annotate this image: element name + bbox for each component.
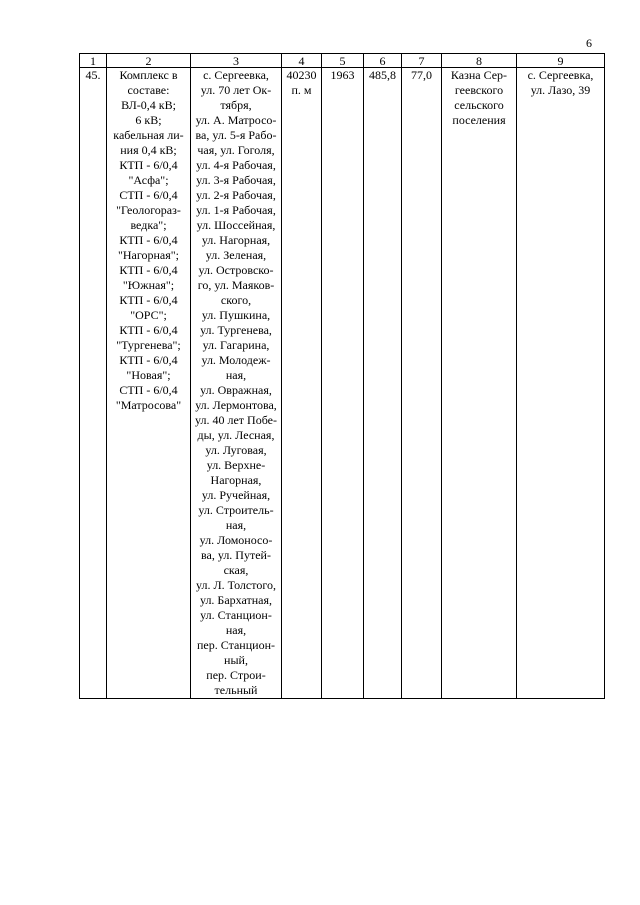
cell-line: ул. Молодеж-	[201, 353, 271, 367]
object-name-cell	[107, 68, 191, 699]
cell-line: составе:	[127, 83, 170, 97]
col6-cell: 485,8	[364, 68, 402, 699]
property-table	[79, 53, 605, 699]
cell-line: "Южная";	[122, 278, 175, 292]
header-col-7: 7	[402, 54, 442, 68]
cell-line: ва, ул. Путей-	[201, 548, 271, 562]
cell-line: СТП - 6/0,4	[119, 188, 178, 202]
cell-line: "Тургенева";	[116, 338, 181, 352]
cell-line: КТП - 6/0,4	[119, 293, 178, 307]
cell-line: п. м	[291, 83, 312, 97]
cell-line: ва, ул. 5-я Рабо-	[195, 128, 277, 142]
header-col-6: 6	[364, 54, 402, 68]
cell-line: 6 кВ;	[135, 113, 162, 127]
cell-line: ул. Ломоносо-	[199, 533, 273, 547]
cell-line: ул. Луговая,	[205, 443, 267, 457]
cell-line: ды, ул. Лесная,	[197, 428, 275, 442]
cell-line: "Геологораз-	[116, 203, 181, 217]
cell-line: ведка";	[130, 218, 167, 232]
cell-line: ул. 4-я Рабочая,	[196, 158, 276, 172]
cell-line: пер. Строи-	[206, 668, 266, 682]
header-col-4: 4	[282, 54, 322, 68]
cell-line: ул. Бархатная,	[199, 593, 273, 607]
cell-line: ул. 40 лет Побе-	[195, 413, 277, 427]
table-row	[80, 68, 605, 699]
cell-line: ул. А. Матросо-	[195, 113, 277, 127]
cell-line: КТП - 6/0,4	[119, 263, 178, 277]
cell-line: ул. Шоссейная,	[196, 218, 276, 232]
cell-line: пер. Станцион-	[197, 638, 275, 652]
address-cell	[191, 68, 282, 699]
cell-line: ул. 70 лет Ок-	[200, 83, 272, 97]
header-col-5: 5	[322, 54, 364, 68]
cell-line: ул. Островско-	[198, 263, 274, 277]
cell-line: ния 0,4 кВ;	[120, 143, 177, 157]
cell-line: ная,	[225, 368, 247, 382]
cell-line: кабельная ли-	[113, 128, 184, 142]
year-cell: 1963	[322, 68, 364, 699]
cell-line: ул. Лазо, 39	[530, 83, 591, 97]
cell-line: тября,	[220, 98, 252, 112]
cell-line: ул. Л. Толстого,	[196, 578, 276, 592]
cell-line: ВЛ-0,4 кВ;	[121, 98, 176, 112]
cell-line: "ОРС";	[130, 308, 167, 322]
cell-line: ул. Тургенева,	[200, 323, 272, 337]
length-cell	[282, 68, 322, 699]
cell-line: "Матросова"	[115, 398, 182, 412]
cell-line: ул. 2-я Рабочая,	[196, 188, 276, 202]
cell-line: ул. Зеленая,	[205, 248, 267, 262]
col7-cell: 77,0	[402, 68, 442, 699]
cell-line: ул. Ручейная,	[201, 488, 271, 502]
cell-line: СТП - 6/0,4	[119, 383, 178, 397]
cell-line: КТП - 6/0,4	[119, 233, 178, 247]
location-cell	[517, 68, 605, 699]
cell-line: поселения	[452, 113, 506, 127]
cell-line: ская,	[223, 563, 249, 577]
cell-line: ный,	[224, 653, 248, 667]
cell-line: КТП - 6/0,4	[119, 353, 178, 367]
cell-line: "Нагорная";	[117, 248, 179, 262]
cell-line: ул. 1-я Рабочая,	[196, 203, 276, 217]
cell-line: ная,	[225, 518, 247, 532]
header-col-9: 9	[517, 54, 605, 68]
cell-line: геевского	[454, 83, 504, 97]
cell-line: "Новая";	[126, 368, 171, 382]
cell-line: ул. Гагарина,	[202, 338, 270, 352]
cell-line: ул. 3-я Рабочая,	[196, 173, 276, 187]
cell-line: КТП - 6/0,4	[119, 158, 178, 172]
cell-line: ул. Нагорная,	[201, 233, 271, 247]
cell-line: 40230	[286, 68, 317, 82]
cell-line: ул. Пушкина,	[201, 308, 271, 322]
cell-line: Казна Сер-	[450, 68, 508, 82]
cell-line: "Асфа";	[128, 173, 169, 187]
cell-line: сельского	[454, 98, 504, 112]
cell-line: с. Сергеевка,	[527, 68, 594, 82]
cell-line: тельный	[214, 683, 258, 697]
cell-line: чая, ул. Гоголя,	[197, 143, 275, 157]
cell-line: ского,	[220, 293, 252, 307]
row-number: 45.	[80, 68, 107, 699]
cell-line: с. Сергеевка,	[203, 68, 269, 82]
cell-line: Комплекс в	[119, 68, 178, 82]
cell-line: ул. Станцион-	[200, 608, 272, 622]
cell-line: ул. Строитель-	[198, 503, 274, 517]
cell-line: КТП - 6/0,4	[119, 323, 178, 337]
cell-line: Нагорная,	[210, 473, 262, 487]
header-col-2: 2	[107, 54, 191, 68]
cell-line: го, ул. Маяков-	[197, 278, 275, 292]
header-col-8: 8	[442, 54, 517, 68]
cell-line: ная,	[225, 623, 247, 637]
cell-line: ул. Лермонтова,	[195, 398, 277, 412]
header-row	[80, 54, 605, 68]
owner-cell	[442, 68, 517, 699]
header-col-3: 3	[191, 54, 282, 68]
cell-line: ул. Овражная,	[200, 383, 272, 397]
cell-line: ул. Верхне-	[206, 458, 266, 472]
page-number: 6	[586, 36, 592, 50]
header-col-1: 1	[80, 54, 107, 68]
